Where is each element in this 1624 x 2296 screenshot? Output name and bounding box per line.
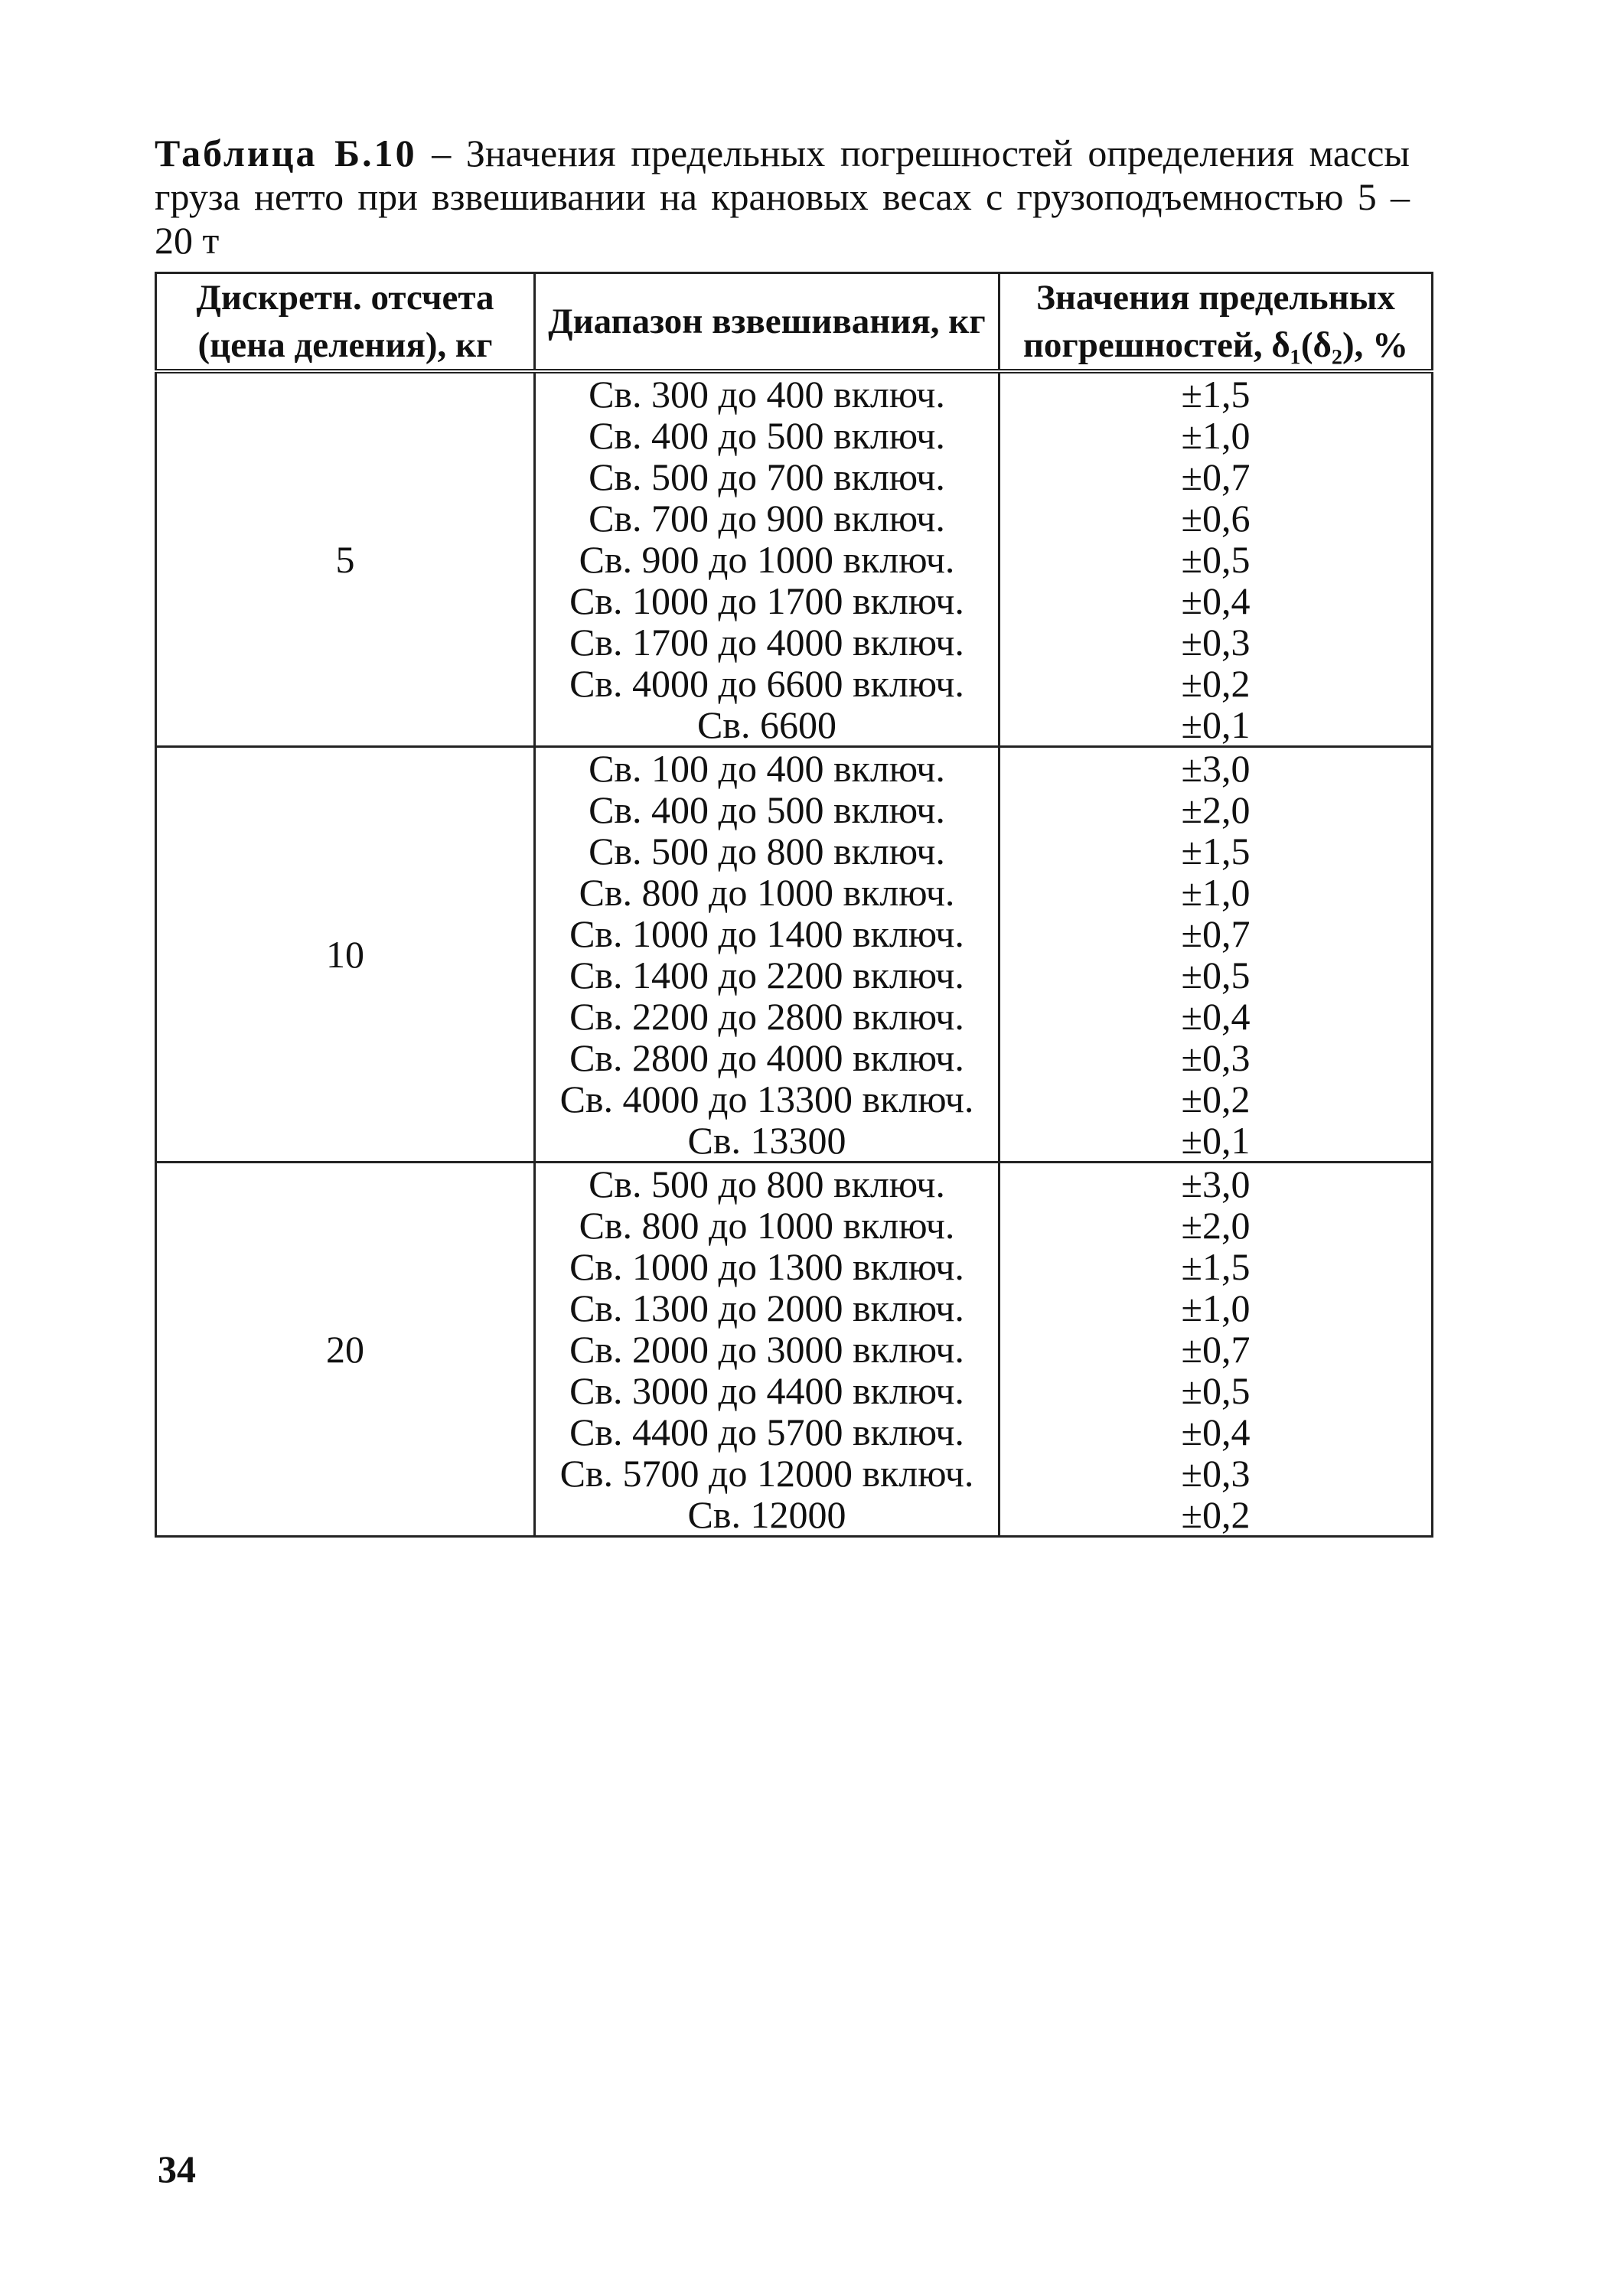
discreteness-cell: 5 <box>156 371 535 747</box>
error-limit-cell: ±0,5 <box>1000 1370 1433 1411</box>
weighing-range-cell: Св. 1000 до 1700 включ. <box>535 580 1000 621</box>
weighing-range-cell: Св. 500 до 700 включ. <box>535 456 1000 497</box>
error-limit-cell: ±3,0 <box>1000 747 1433 790</box>
error-limit-cell: ±0,4 <box>1000 580 1433 621</box>
error-limit-cell: ±3,0 <box>1000 1163 1433 1205</box>
weighing-range-cell: Св. 100 до 400 включ. <box>535 747 1000 790</box>
error-limit-cell: ±0,2 <box>1000 1494 1433 1537</box>
error-limit-cell: ±1,5 <box>1000 830 1433 872</box>
header-error-limits: Значения предельных погрешностей, δ₁(δ₂), % <box>1000 273 1433 372</box>
weighing-range-cell: Св. 300 до 400 включ. <box>535 371 1000 415</box>
error-limit-cell: ±0,4 <box>1000 996 1433 1037</box>
error-limit-cell: ±0,5 <box>1000 954 1433 996</box>
weighing-range-cell: Св. 800 до 1000 включ. <box>535 1205 1000 1246</box>
weighing-range-cell: Св. 3000 до 4400 включ. <box>535 1370 1000 1411</box>
weighing-range-cell: Св. 2000 до 3000 включ. <box>535 1329 1000 1370</box>
error-limit-cell: ±1,5 <box>1000 371 1433 415</box>
weighing-range-cell: Св. 400 до 500 включ. <box>535 415 1000 456</box>
error-limit-cell: ±0,3 <box>1000 1037 1433 1078</box>
weighing-range-cell: Св. 13300 <box>535 1120 1000 1163</box>
weighing-range-cell: Св. 400 до 500 включ. <box>535 789 1000 830</box>
weighing-range-cell: Св. 2800 до 4000 включ. <box>535 1037 1000 1078</box>
weighing-range-cell: Св. 4400 до 5700 включ. <box>535 1411 1000 1453</box>
table-header-row <box>156 273 1433 372</box>
error-limits-table <box>155 272 1433 1538</box>
table-body <box>156 371 1433 1537</box>
weighing-range-cell: Св. 900 до 1000 включ. <box>535 539 1000 580</box>
weighing-range-cell: Св. 5700 до 12000 включ. <box>535 1453 1000 1494</box>
weighing-range-cell: Св. 1000 до 1300 включ. <box>535 1246 1000 1287</box>
error-limit-cell: ±0,1 <box>1000 704 1433 747</box>
table-row <box>156 747 1433 790</box>
weighing-range-cell: Св. 6600 <box>535 704 1000 747</box>
weighing-range-cell: Св. 12000 <box>535 1494 1000 1537</box>
weighing-range-cell: Св. 4000 до 13300 включ. <box>535 1078 1000 1120</box>
weighing-range-cell: Св. 500 до 800 включ. <box>535 830 1000 872</box>
table-row <box>156 371 1433 415</box>
error-limit-cell: ±0,3 <box>1000 621 1433 663</box>
weighing-range-cell: Св. 1000 до 1400 включ. <box>535 913 1000 954</box>
weighing-range-cell: Св. 700 до 900 включ. <box>535 497 1000 539</box>
error-limit-cell: ±0,6 <box>1000 497 1433 539</box>
header-weighing-range: Диапазон взвешивания, кг <box>535 273 1000 372</box>
error-limit-cell: ±1,0 <box>1000 415 1433 456</box>
table-caption <box>155 132 1410 263</box>
error-limit-cell: ±0,2 <box>1000 663 1433 704</box>
weighing-range-cell: Св. 4000 до 6600 включ. <box>535 663 1000 704</box>
error-limit-cell: ±1,0 <box>1000 872 1433 913</box>
error-limit-cell: ±0,1 <box>1000 1120 1433 1163</box>
weighing-range-cell: Св. 1700 до 4000 включ. <box>535 621 1000 663</box>
page-number: 34 <box>158 2148 196 2190</box>
error-limit-cell: ±0,7 <box>1000 456 1433 497</box>
error-limit-cell: ±1,0 <box>1000 1287 1433 1329</box>
error-limit-cell: ±0,5 <box>1000 539 1433 580</box>
weighing-range-cell: Св. 500 до 800 включ. <box>535 1163 1000 1205</box>
error-limit-cell: ±2,0 <box>1000 1205 1433 1246</box>
weighing-range-cell: Св. 1300 до 2000 включ. <box>535 1287 1000 1329</box>
error-limit-cell: ±1,5 <box>1000 1246 1433 1287</box>
discreteness-cell: 20 <box>156 1163 535 1537</box>
discreteness-cell: 10 <box>156 747 535 1163</box>
weighing-range-cell: Св. 800 до 1000 включ. <box>535 872 1000 913</box>
error-limit-cell: ±2,0 <box>1000 789 1433 830</box>
error-limit-cell: ±0,4 <box>1000 1411 1433 1453</box>
table-row <box>156 1163 1433 1205</box>
header-discreteness: Дискретн. отсчета (цена деления), кг <box>156 273 535 372</box>
table-caption-text: – Значения предельных погрешностей определения массы груза нетто при взвешивании на крановых весах с грузоподъемностью 5 – 20 т <box>155 132 1410 262</box>
weighing-range-cell: Св. 1400 до 2200 включ. <box>535 954 1000 996</box>
error-limit-cell: ±0,3 <box>1000 1453 1433 1494</box>
weighing-range-cell: Св. 2200 до 2800 включ. <box>535 996 1000 1037</box>
table-caption-number: Таблица Б.10 <box>155 132 417 174</box>
error-limit-cell: ±0,7 <box>1000 1329 1433 1370</box>
error-limit-cell: ±0,2 <box>1000 1078 1433 1120</box>
error-limit-cell: ±0,7 <box>1000 913 1433 954</box>
